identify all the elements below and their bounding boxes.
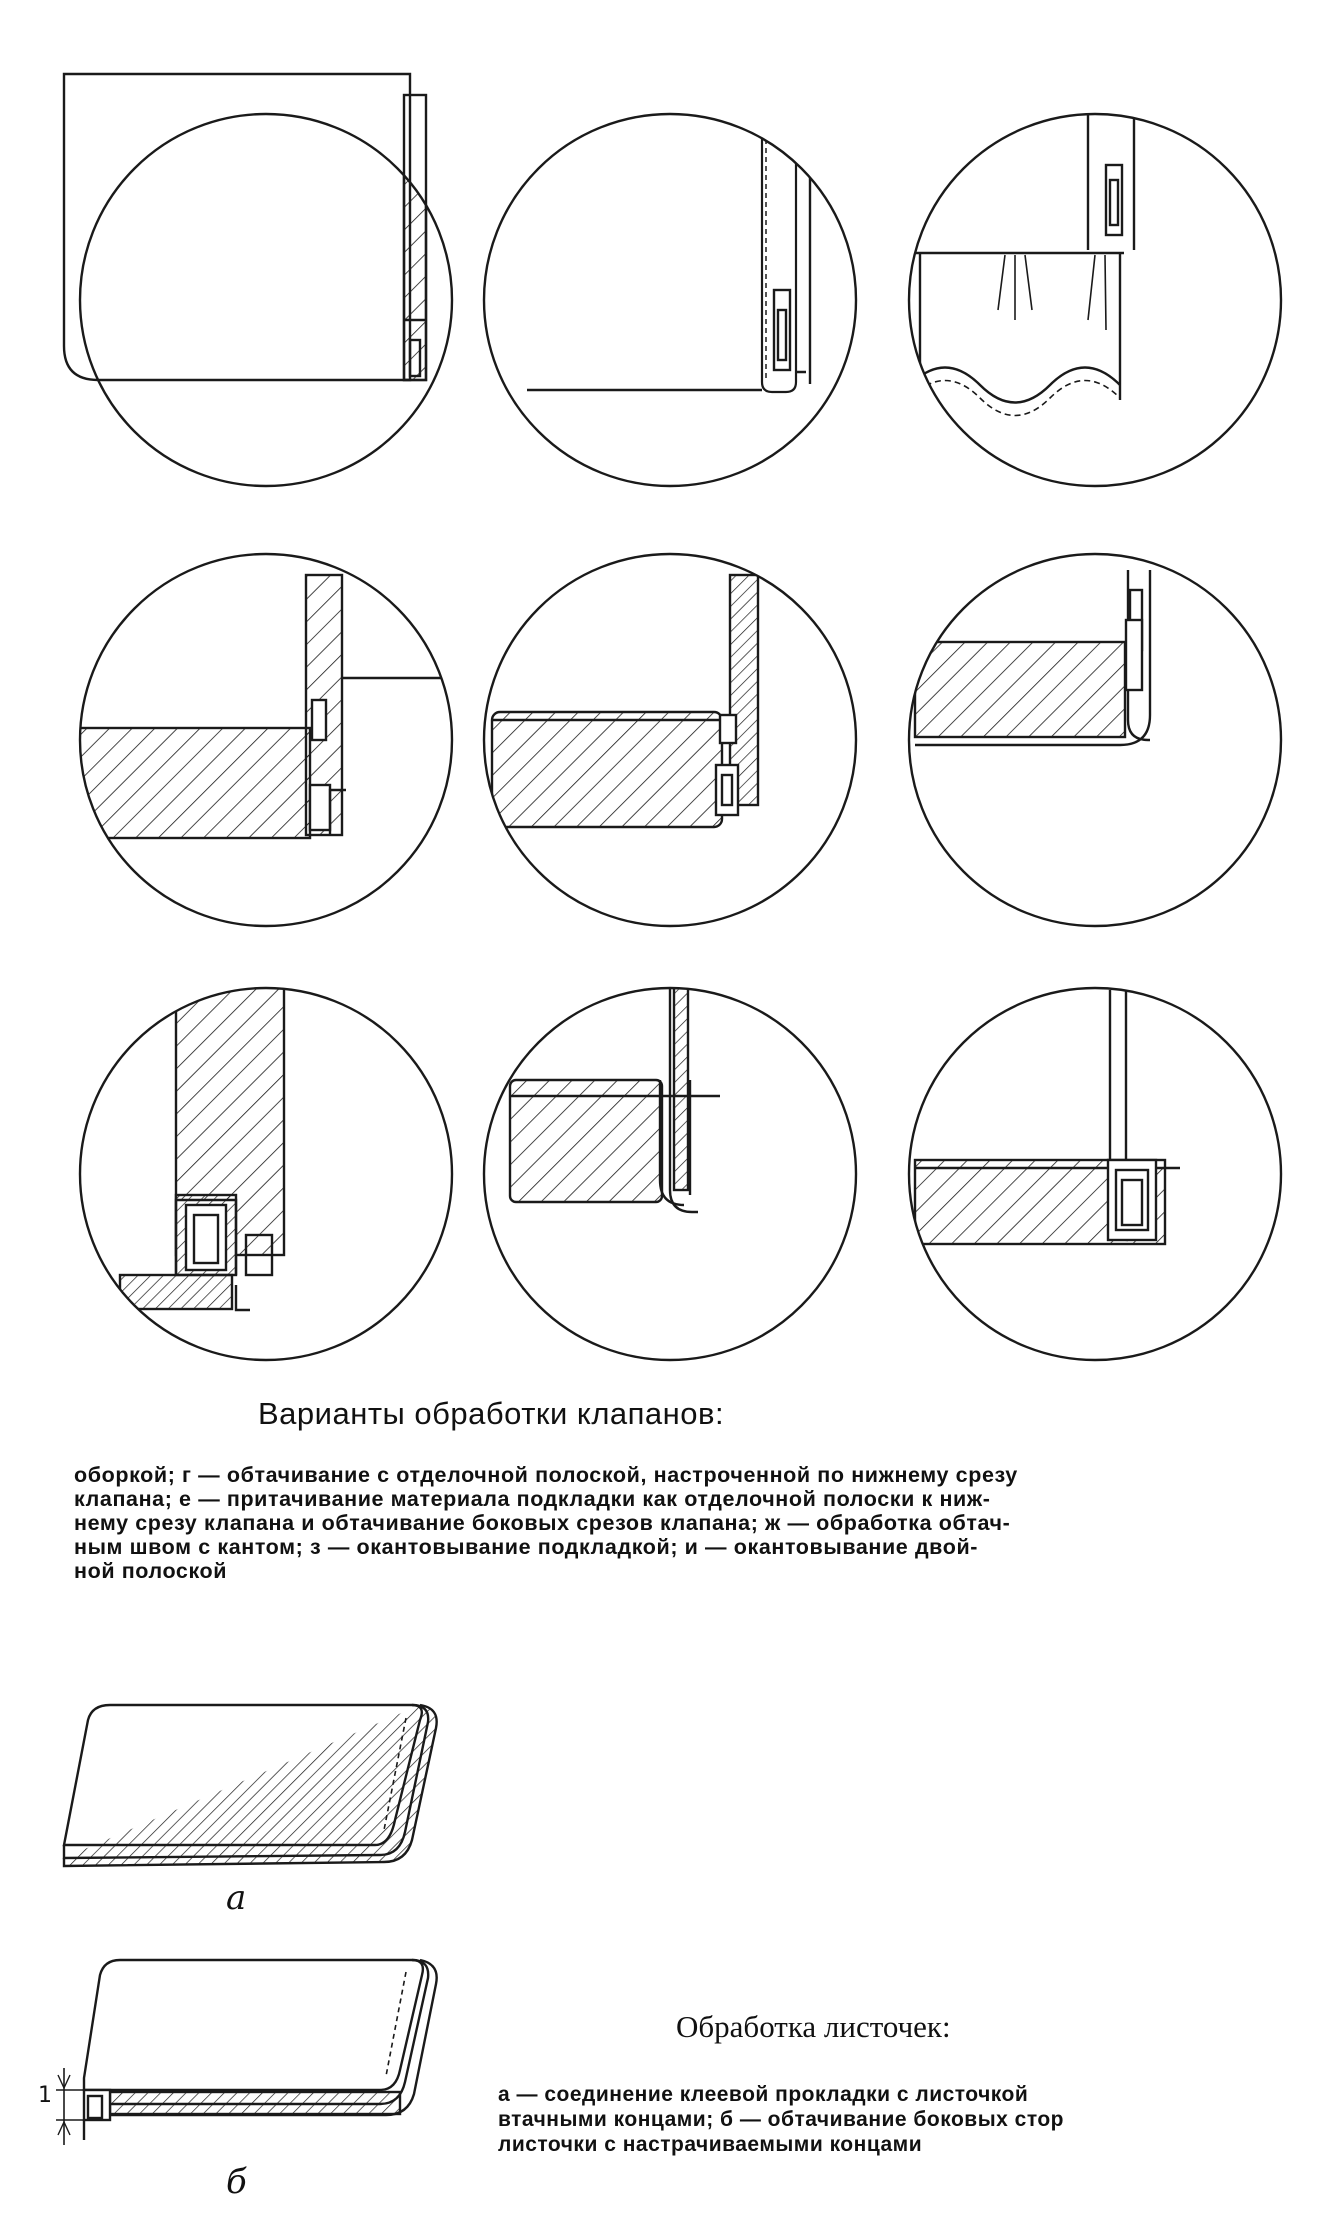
dimension-label: 1	[38, 2083, 52, 2108]
detail-circle-3	[909, 110, 1281, 486]
variants-line: нему срезу клапана и обтачивание боковых срезов клапана; ж — обработка обтач-	[74, 1511, 1011, 1535]
variants-line: клапана; е — притачивание материала подкладки как отделочной полоски к ниж-	[74, 1487, 991, 1511]
detail-circle-8	[484, 980, 856, 1360]
variants-line: ным швом с кантом; з — окантовывание подкладкой; и — окантовывание двой-	[74, 1535, 979, 1559]
leaflet-line: а — соединение клеевой прокладки с листочкой	[498, 2083, 1029, 2106]
leaflet-description	[498, 2082, 1064, 2157]
leaflet-b-sketch	[56, 1960, 437, 2145]
leaflet-a-sketch	[64, 1705, 437, 1866]
detail-circle-1	[64, 74, 452, 486]
detail-circle-4	[70, 554, 460, 926]
detail-circle-2	[484, 114, 856, 486]
detail-circle-6	[909, 554, 1281, 926]
leaflet-line: листочки с настрачиваемыми концами	[498, 2133, 923, 2156]
leaflet-line: втачными концами; б — обтачивание боковых стор	[498, 2108, 1064, 2131]
detail-circle-5	[484, 554, 856, 926]
variants-description	[74, 1463, 1284, 1583]
variants-line: оборкой; г — обтачивание с отделочной полоской, настроченной по нижнему срезу	[74, 1463, 1018, 1487]
figure-label-b: б	[226, 2162, 247, 2202]
detail-circle-9	[909, 988, 1281, 1360]
leaflet-title: Обработка листочек:	[676, 2009, 951, 2044]
variants-title: Варианты обработки клапанов:	[258, 1396, 725, 1431]
detail-circle-7	[80, 985, 452, 1360]
figure-label-a: а	[226, 1878, 247, 1918]
variants-line: ной полоской	[74, 1559, 228, 1583]
